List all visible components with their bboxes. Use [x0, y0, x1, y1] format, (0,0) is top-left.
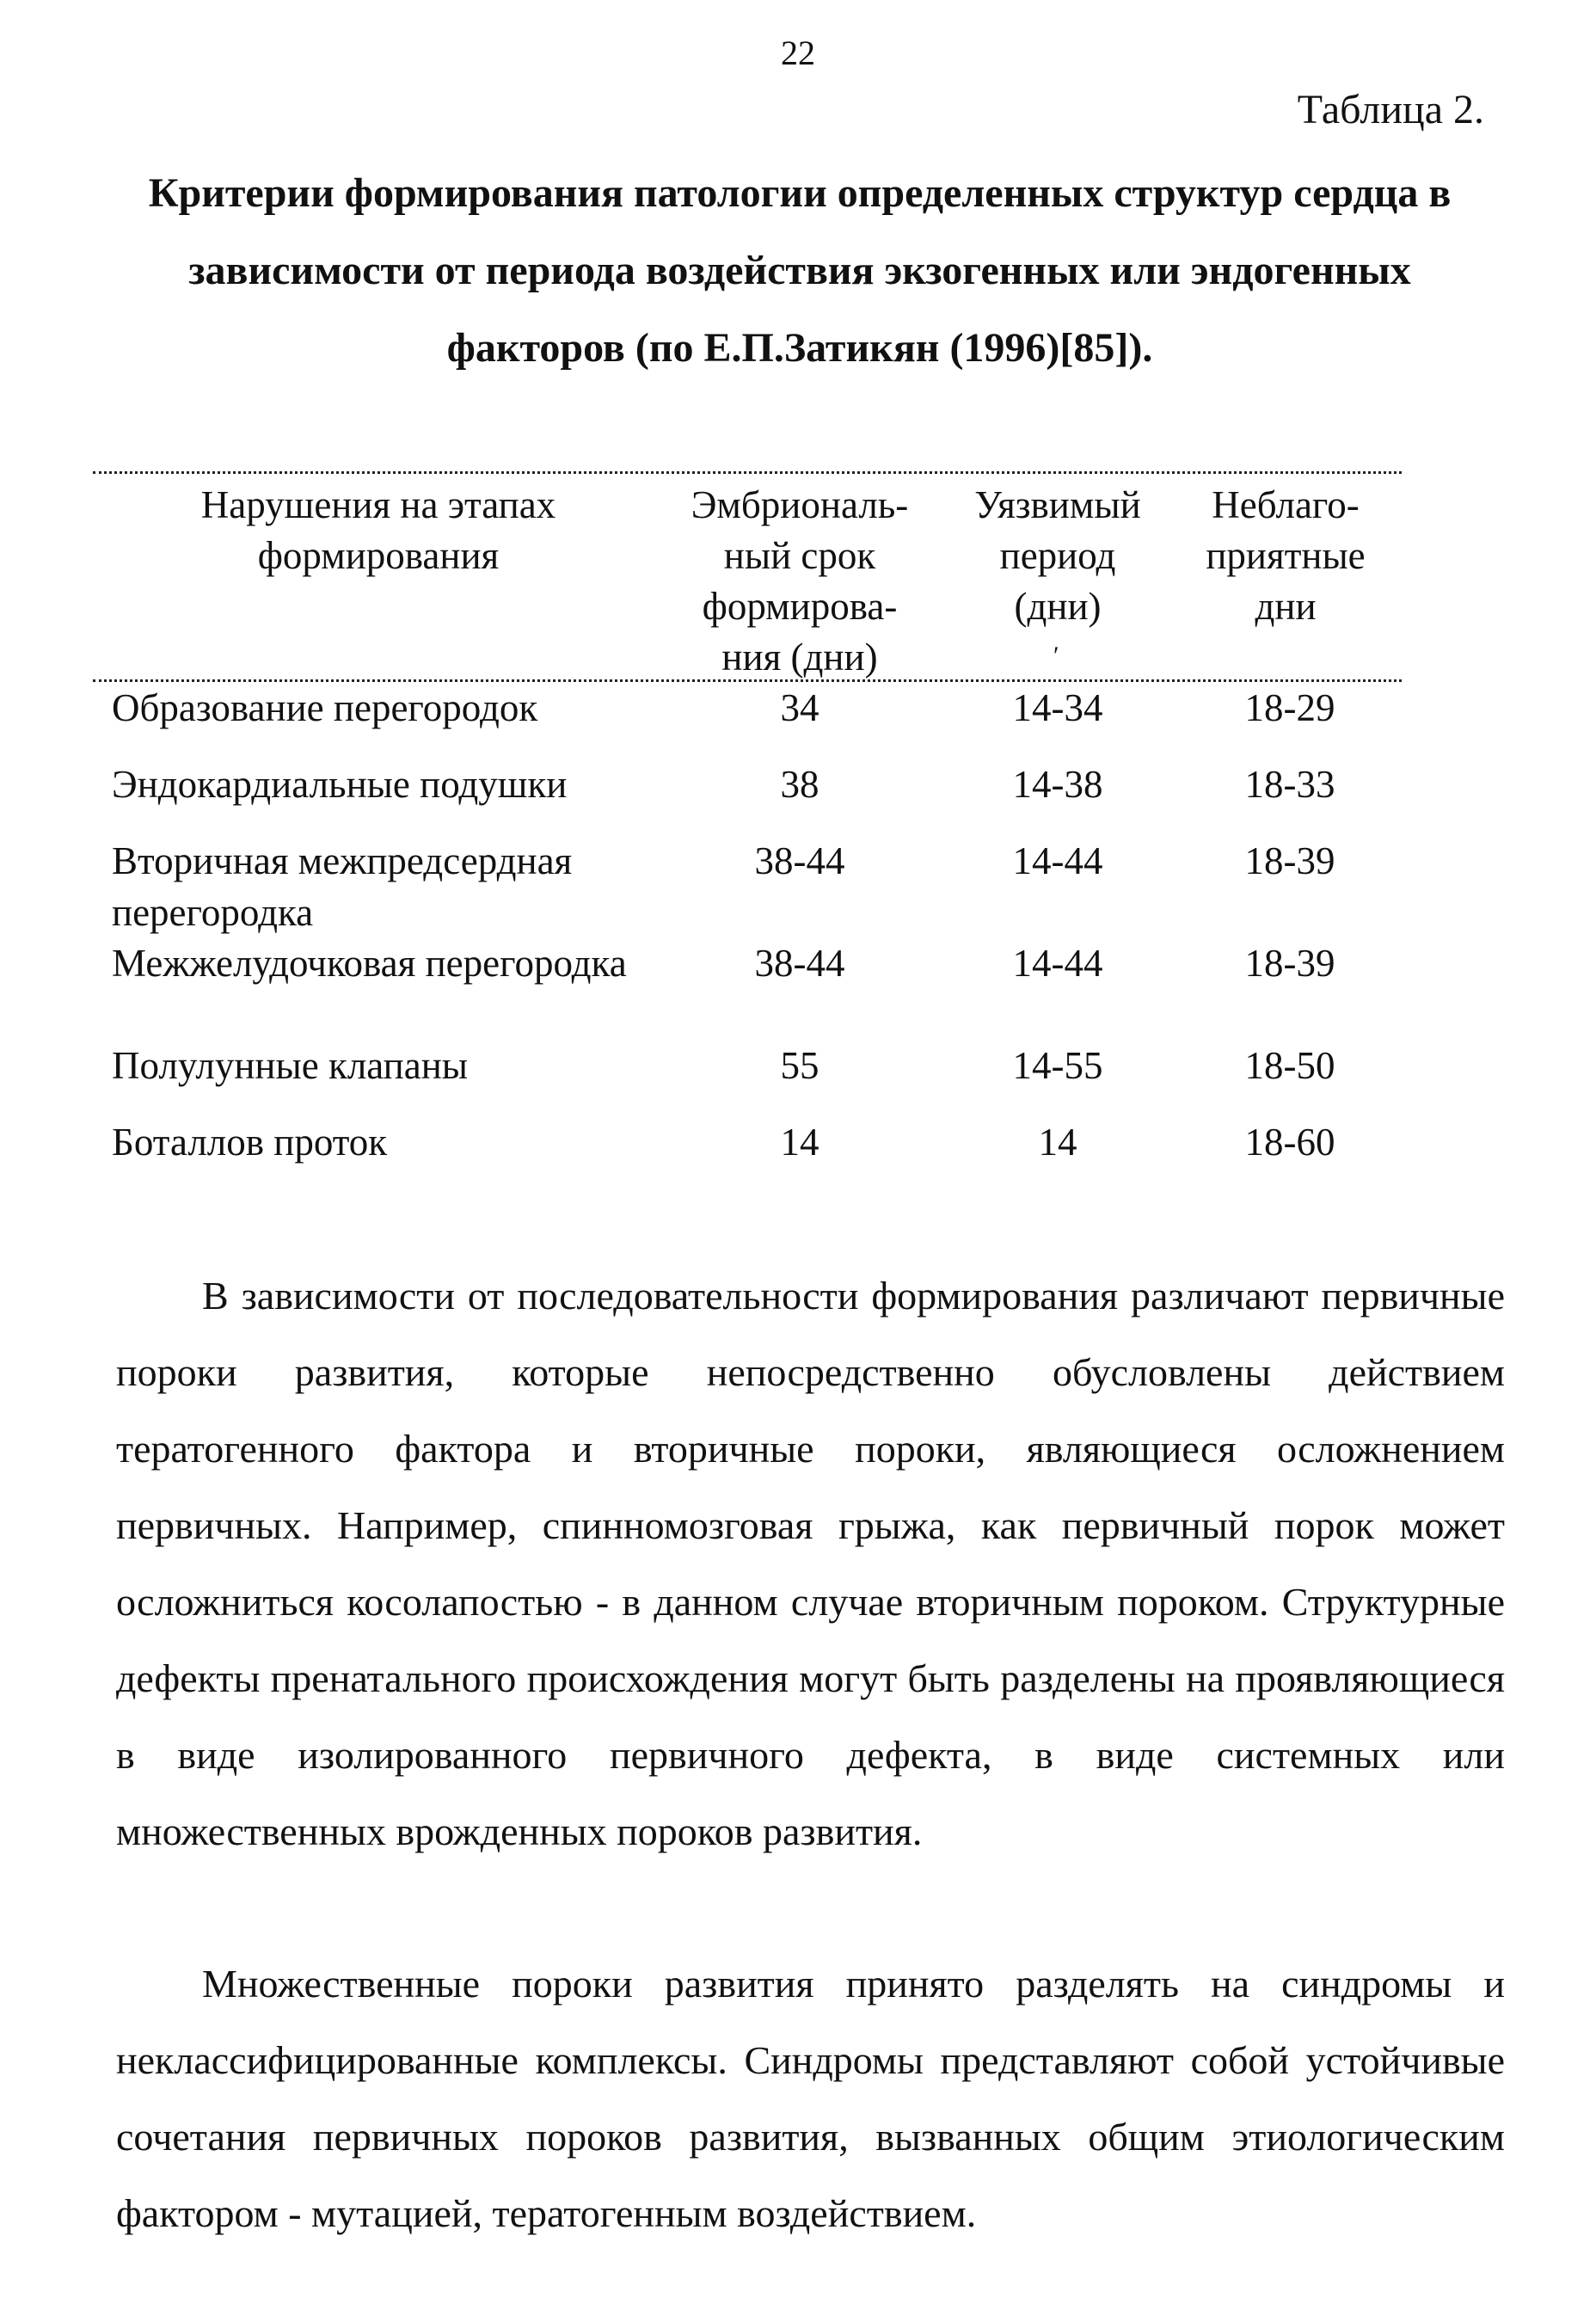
- table-label: Таблица 2.: [1297, 87, 1484, 132]
- header-vulnerable-period: [955, 480, 1161, 632]
- header-line: формирования: [257, 534, 500, 577]
- row-vulnerable: 14-44: [1012, 839, 1103, 882]
- table-title: Критерии формирования патологии определенных структур сердца в зависимости от периода воздействия экзогенных или эндогенных факторов (по Е.П.Затикян (1996)[85]).: [148, 170, 1452, 371]
- header-line: ный срок: [723, 534, 876, 577]
- row-name: Вторичная межпредсердная перегородка: [112, 839, 573, 934]
- header-line: Эмбриональ-: [691, 483, 909, 526]
- row-unfavorable: 18-39: [1244, 942, 1335, 985]
- row-name: Межжелудочковая перегородка: [112, 942, 627, 985]
- row-embryonic: 14: [780, 1121, 819, 1164]
- row-unfavorable: 18-33: [1244, 763, 1335, 806]
- header-line: Нарушения на этапах: [200, 483, 556, 526]
- table-top-rule: [93, 471, 1402, 474]
- row-embryonic: 38: [780, 763, 819, 806]
- row-unfavorable: 18-60: [1244, 1121, 1335, 1164]
- row-vulnerable: 14-44: [1012, 942, 1103, 985]
- body-paragraph: Множественные пороки развития принято разделять на синдромы и неклассифицированные комплексы. Синдромы представляют собой устойчивые сочетания первичных пороков развития, вызванных общим этиологическим фактором - мутацией, тератогенным воздействием.: [116, 1962, 1505, 2235]
- body-paragraph: В зависимости от последовательности формирования различают первичные пороки развития, которые непосредственно обусловлены действием тератогенного фактора и вторичные пороки, являющиеся осложнением первичных. Например, спинномозговая грыжа, как первичный порок может осложниться косолапостью - в данном случае вторичным пороком. Структурные дефекты пренатального происхождения могут быть разделены на проявляющиеся в виде изолированного первичного дефекта, в виде системных или множественных врожденных пороков развития.: [116, 1274, 1505, 1853]
- header-line: (дни): [1014, 585, 1102, 628]
- page-number: 22: [781, 34, 815, 72]
- row-unfavorable: 18-29: [1244, 686, 1335, 729]
- row-vulnerable: 14: [1038, 1121, 1077, 1164]
- header-line: Неблаго-: [1212, 483, 1360, 526]
- header-line: Уязвимый: [974, 483, 1141, 526]
- row-vulnerable: 14-34: [1012, 686, 1103, 729]
- header-line: приятные: [1206, 534, 1366, 577]
- row-name: Полулунные клапаны: [112, 1044, 469, 1087]
- row-unfavorable: 18-39: [1244, 839, 1335, 882]
- row-name: Боталлов проток: [112, 1121, 388, 1164]
- row-embryonic: 34: [780, 686, 819, 729]
- header-unfavorable-days: [1161, 480, 1410, 632]
- header-line: ния (дни): [721, 636, 878, 679]
- row-name: Эндокардиальные подушки: [112, 763, 568, 806]
- row-name: Образование перегородок: [112, 686, 538, 729]
- header-line: дни: [1255, 585, 1317, 628]
- header-line: период: [999, 534, 1116, 577]
- header-line: формирова-: [702, 585, 898, 628]
- row-vulnerable: 14-55: [1012, 1044, 1103, 1087]
- header-embryonic-term: [645, 480, 955, 683]
- header-stage-disorders: [112, 480, 645, 581]
- row-unfavorable: 18-50: [1244, 1044, 1335, 1087]
- row-embryonic: 55: [780, 1044, 819, 1087]
- row-embryonic: 38-44: [754, 839, 845, 882]
- row-embryonic: 38-44: [754, 942, 845, 985]
- row-vulnerable: 14-38: [1012, 763, 1103, 806]
- stray-mark: ʹ: [1053, 642, 1059, 670]
